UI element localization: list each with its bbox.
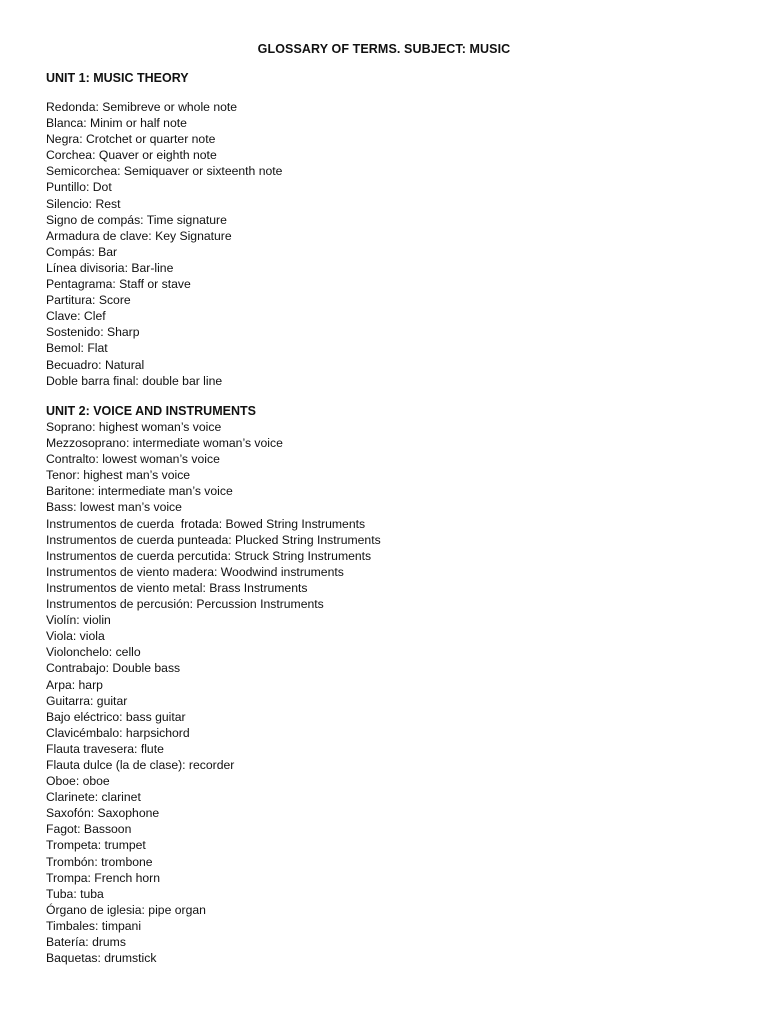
unit-1-term-list [46,99,282,389]
glossary-term: Bemol: Flat [46,341,108,356]
glossary-term: Contralto: lowest woman’s voice [46,452,220,467]
glossary-term: Instrumentos de viento metal: Brass Instruments [46,580,308,595]
glossary-term: Instrumentos de cuerda punteada: Plucked String Instruments [46,532,381,547]
glossary-term: Oboe: oboe [46,774,110,789]
glossary-term: Tuba: tuba [46,886,104,901]
glossary-term: Saxofón: Saxophone [46,806,160,821]
glossary-term: Baquetas: drumstick [46,951,157,966]
glossary-term: Doble barra final: double bar line [46,373,223,388]
glossary-term: Redonda: Semibreve or whole note [46,100,238,114]
glossary-term: Compás: Bar [46,244,118,259]
glossary-term: Clave: Clef [46,309,106,324]
glossary-term: Viola: viola [46,629,105,644]
glossary-term: Arpa: harp [46,677,103,692]
glossary-term: Instrumentos de viento madera: Woodwind instruments [46,564,344,579]
glossary-term: Contrabajo: Double bass [46,661,181,676]
glossary-term: Órgano de iglesia: pipe organ [46,902,206,917]
glossary-term: Becuadro: Natural [46,357,145,372]
glossary-term: Armadura de clave: Key Signature [46,228,232,243]
glossary-term: Fagot: Bassoon [46,822,132,837]
glossary-term: Blanca: Minim or half note [46,116,187,131]
glossary-term: Bajo eléctrico: bass guitar [46,709,186,724]
glossary-term: Silencio: Rest [46,196,121,211]
unit-1-heading: UNIT 1: MUSIC THEORY [46,71,189,85]
glossary-term: Tenor: highest man’s voice [46,468,191,483]
glossary-term: Trompeta: trumpet [46,838,146,853]
glossary-term: Partitura: Score [46,293,131,308]
glossary-term: Trompa: French horn [46,870,161,885]
glossary-term: Pentagrama: Staff or stave [46,277,191,292]
unit-2-heading: UNIT 2: VOICE AND INSTRUMENTS [46,404,256,418]
glossary-term: Flauta dulce (la de clase): recorder [46,757,235,772]
glossary-term: Sostenido: Sharp [46,325,140,340]
glossary-term: Línea divisoria: Bar-line [46,260,174,275]
unit-2-term-list [46,419,381,966]
glossary-term: Violín: violin [46,613,111,628]
glossary-term: Instrumentos de percusión: Percussion Instruments [46,597,324,612]
glossary-term: Soprano: highest woman’s voice [46,420,222,434]
glossary-term: Signo de compás: Time signature [46,212,227,227]
glossary-term: Flauta travesera: flute [46,741,164,756]
glossary-term: Timbales: timpani [46,918,142,933]
glossary-term: Instrumentos de cuerda percutida: Struck String Instruments [46,548,372,563]
glossary-term: Mezzosoprano: intermediate woman’s voice [46,436,283,451]
glossary-term: Guitarra: guitar [46,693,128,708]
glossary-term: Bass: lowest man’s voice [46,500,182,515]
glossary-term: Negra: Crotchet or quarter note [46,132,216,147]
glossary-term: Instrumentos de cuerda frotada: Bowed String Instruments [46,516,366,531]
glossary-term: Puntillo: Dot [46,180,112,195]
glossary-term: Semicorchea: Semiquaver or sixteenth note [46,164,283,179]
document-title: GLOSSARY OF TERMS. SUBJECT: MUSIC [257,42,511,56]
glossary-term: Batería: drums [46,935,126,949]
glossary-term: Violonchelo: cello [46,645,141,660]
glossary-term: Baritone: intermediate man’s voice [46,484,233,499]
glossary-term: Trombón: trombone [46,854,153,869]
glossary-term: Clarinete: clarinet [46,790,141,805]
glossary-term: Corchea: Quaver or eighth note [46,148,217,163]
glossary-term: Clavicémbalo: harpsichord [46,725,190,740]
